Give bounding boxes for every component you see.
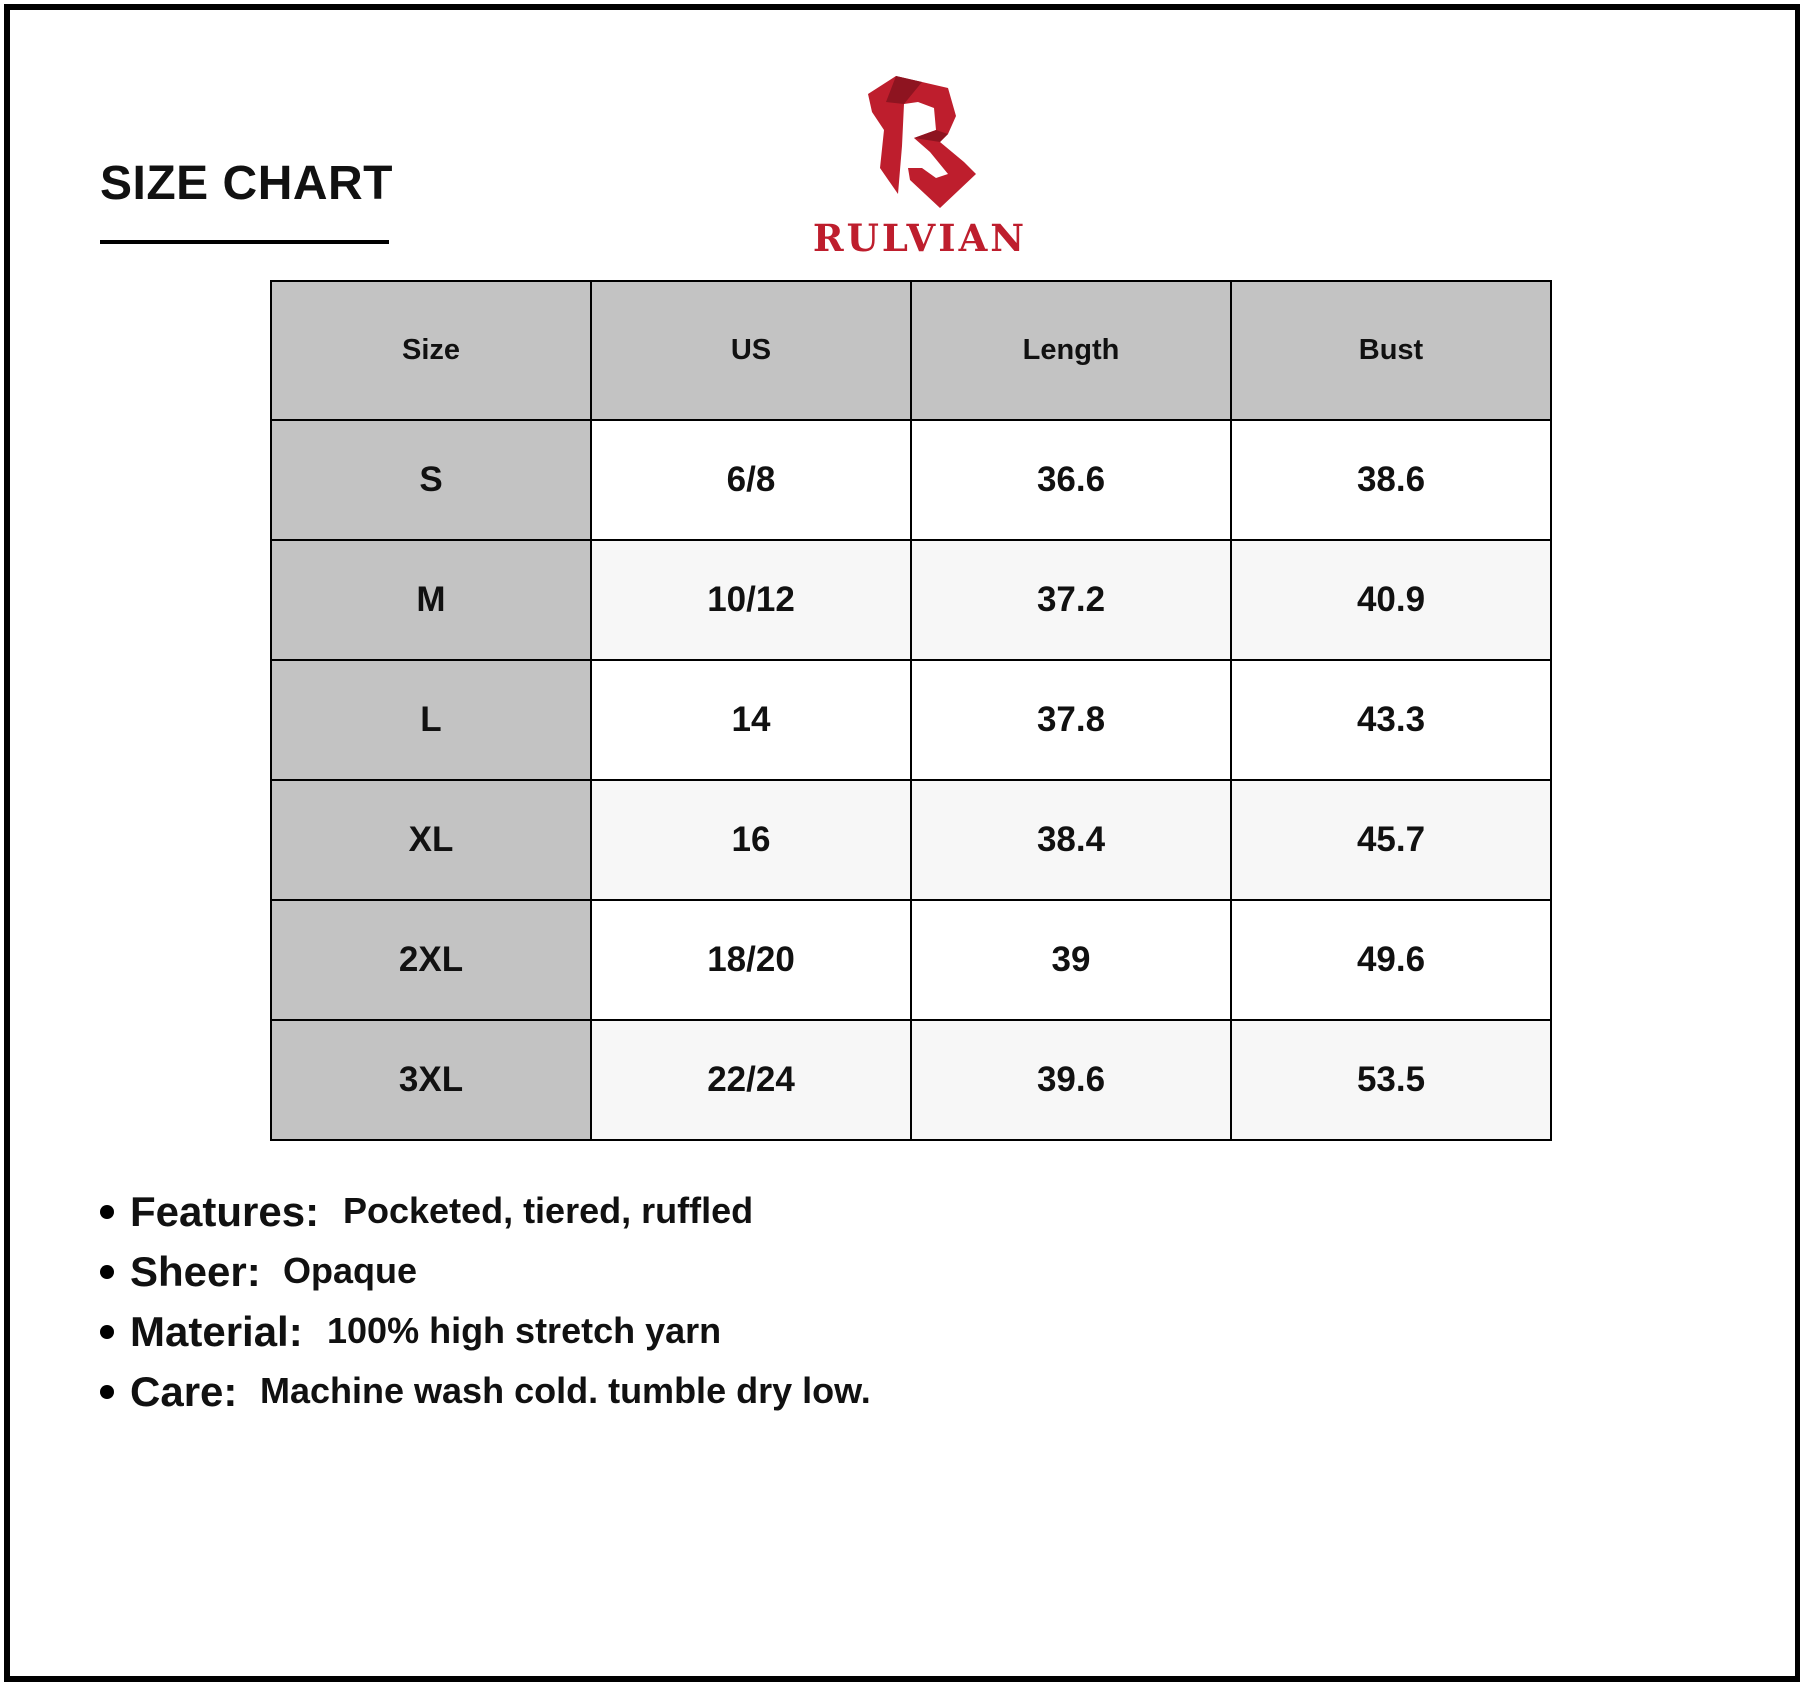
page-frame bbox=[4, 4, 1800, 1682]
header-size: Size bbox=[271, 281, 591, 420]
page-title: SIZE CHART bbox=[100, 157, 393, 210]
feature-value: Pocketed, tiered, ruffled bbox=[343, 1190, 754, 1231]
bust-cell: 40.9 bbox=[1231, 540, 1551, 660]
size-cell: 3XL bbox=[271, 1020, 591, 1140]
us-cell: 6/8 bbox=[591, 420, 911, 540]
feature-label: Material: bbox=[130, 1308, 303, 1355]
size-table bbox=[270, 280, 1552, 1141]
table-row bbox=[271, 900, 1551, 1020]
table-row bbox=[271, 780, 1551, 900]
feature-label: Sheer: bbox=[130, 1248, 261, 1295]
table-row bbox=[271, 660, 1551, 780]
us-cell: 18/20 bbox=[591, 900, 911, 1020]
us-cell: 14 bbox=[591, 660, 911, 780]
length-cell: 39.6 bbox=[911, 1020, 1231, 1140]
bullet-icon bbox=[100, 1205, 114, 1219]
header-length: Length bbox=[911, 281, 1231, 420]
brand-logo bbox=[780, 72, 1060, 262]
bullet-icon bbox=[100, 1325, 114, 1339]
header-us: US bbox=[591, 281, 911, 420]
bullet-icon bbox=[100, 1385, 114, 1399]
feature-value: Machine wash cold. tumble dry low. bbox=[260, 1370, 871, 1411]
size-cell: XL bbox=[271, 780, 591, 900]
title-underline bbox=[100, 240, 389, 244]
table-row bbox=[271, 420, 1551, 540]
length-cell: 39 bbox=[911, 900, 1231, 1020]
size-cell: 2XL bbox=[271, 900, 591, 1020]
us-cell: 22/24 bbox=[591, 1020, 911, 1140]
size-cell: S bbox=[271, 420, 591, 540]
bust-cell: 43.3 bbox=[1231, 660, 1551, 780]
table-row bbox=[271, 540, 1551, 660]
length-cell: 37.8 bbox=[911, 660, 1231, 780]
table-header-row bbox=[271, 281, 1551, 420]
bullet-icon bbox=[100, 1265, 114, 1279]
feature-value: 100% high stretch yarn bbox=[327, 1310, 722, 1351]
length-cell: 37.2 bbox=[911, 540, 1231, 660]
length-cell: 38.4 bbox=[911, 780, 1231, 900]
size-cell: M bbox=[271, 540, 591, 660]
feature-label: Care: bbox=[130, 1368, 238, 1415]
feature-label: Features: bbox=[130, 1188, 320, 1235]
header-bust: Bust bbox=[1231, 281, 1551, 420]
bust-cell: 45.7 bbox=[1231, 780, 1551, 900]
stylized-R-logo-icon bbox=[852, 72, 982, 212]
bust-cell: 49.6 bbox=[1231, 900, 1551, 1020]
table-row bbox=[271, 1020, 1551, 1140]
brand-name: RULVIAN bbox=[812, 216, 1028, 260]
feature-value: Opaque bbox=[283, 1250, 418, 1291]
length-cell: 36.6 bbox=[911, 420, 1231, 540]
size-cell: L bbox=[271, 660, 591, 780]
bust-cell: 53.5 bbox=[1231, 1020, 1551, 1140]
bust-cell: 38.6 bbox=[1231, 420, 1551, 540]
us-cell: 16 bbox=[591, 780, 911, 900]
us-cell: 10/12 bbox=[591, 540, 911, 660]
